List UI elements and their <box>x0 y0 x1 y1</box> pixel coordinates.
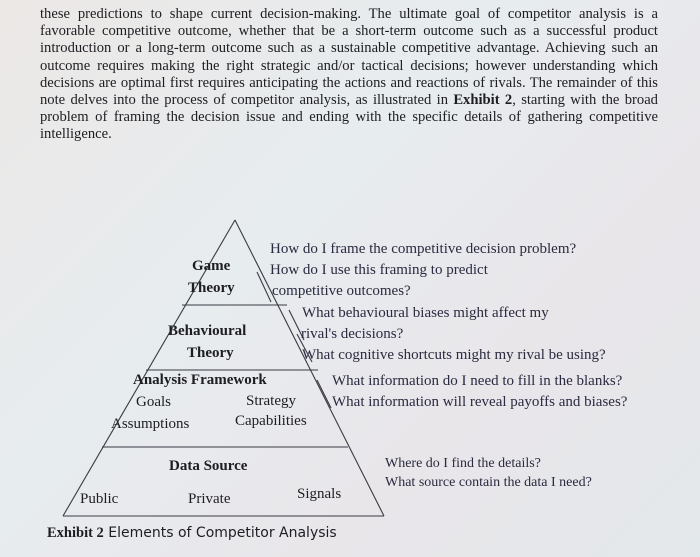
assumptions-label: Assumptions <box>111 416 190 432</box>
caption-text: Elements of Competitor Analysis <box>103 525 337 541</box>
signals-label: Signals <box>297 486 342 502</box>
game-theory-label: Theory <box>188 280 235 296</box>
exhibit-caption <box>47 525 337 542</box>
question-rival-decisions: rival's decisions? <box>301 326 404 342</box>
question-behavioural-biases: What behavioural biases might affect my <box>302 305 549 321</box>
question-use-framing: How do I use this framing to predict <box>270 262 488 278</box>
private-label: Private <box>188 491 231 507</box>
goals-label: Goals <box>136 394 171 410</box>
question-cognitive-shortcuts: What cognitive shortcuts might my rival be using? <box>302 347 606 363</box>
analysis-framework-label: Analysis Framework <box>133 372 267 388</box>
paragraph-text-2: , starting with the broad problem of framing the decision issue and ending with the specific details of gathering competitive intelligence. <box>40 92 658 143</box>
framework-bracket <box>317 380 331 408</box>
public-label: Public <box>80 491 119 507</box>
exhibit-reference: Exhibit 2 <box>453 92 513 109</box>
question-data-source: What source contain the data I need? <box>385 475 592 490</box>
data-source-label: Data Source <box>169 458 248 474</box>
capabilities-label: Capabilities <box>235 413 307 429</box>
caption-label: Exhibit 2 <box>47 525 104 541</box>
question-fill-blanks: What information do I need to fill in the blanks? <box>332 373 623 389</box>
question-reveal-payoffs: What information will reveal payoffs and biases? <box>332 394 628 410</box>
question-frame-problem: How do I frame the competitive decision problem? <box>270 241 577 257</box>
question-find-details: Where do I find the details? <box>385 456 541 471</box>
paragraph-text-1: these predictions to shape current decision-making. The ultimate goal of competitor analysis is a favorable competitive outcome, whether that be a short-term outcome such as a successful product introduction or a long-term outcome such as a sustainable competitive advantage. Achieving such an outcome requires making the right strategic and/or tactical decisions; however understanding which decisions are optimal first requires anticipating the actions and reactions of rivals. The remainder of this note delves into the process of competitor analysis, as illustrated in <box>40 6 658 109</box>
question-competitive-outcomes: competitive outcomes? <box>272 283 411 299</box>
strategy-label: Strategy <box>246 393 296 409</box>
behavioural-label: Behavioural <box>168 323 247 339</box>
behavioural-theory-label: Theory <box>187 345 234 361</box>
game-label: Game <box>192 258 231 274</box>
